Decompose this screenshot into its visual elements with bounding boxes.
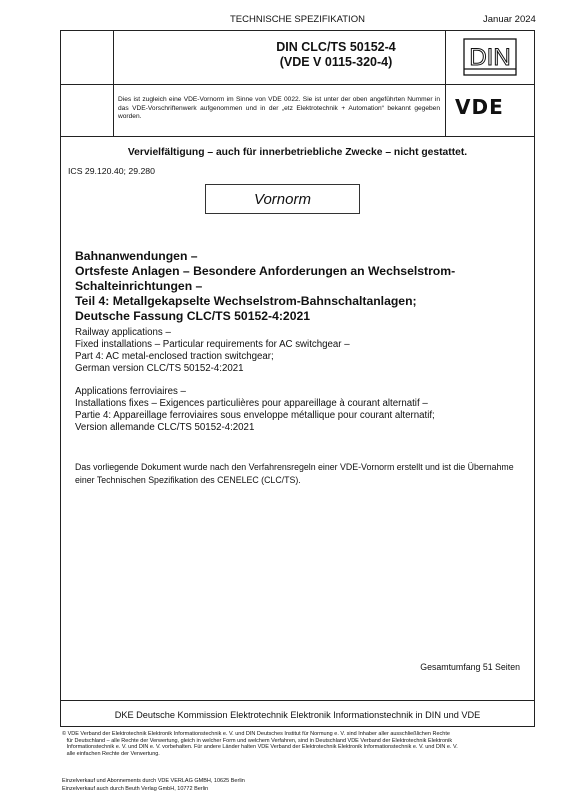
vde-note: Dies ist zugleich eine VDE-Vornorm im Sinne von VDE 0022. Sie ist unter der oben angeführten Nummer in das VDE-Vorschriftenwerk aufgenommen und in der „etz Elektrotechnik + Automation“ bekannt gegeben worden. — [118, 96, 440, 121]
sales-vde: Einzelverkauf und Abonnements durch VDE VERLAG GMBH, 10625 Berlin — [62, 778, 245, 784]
title-line: German version CLC/TS 50152-4:2021 — [75, 363, 244, 374]
title-english — [75, 327, 525, 375]
divider — [113, 30, 114, 136]
din-logo — [463, 38, 517, 76]
procedure-note: Das vorliegende Dokument wurde nach den Verfahrensregeln einer VDE-Vornorm erstellt und ist die Übernahme einer Technischen Spezifikation des CENELEC (CLC/TS). — [75, 462, 514, 485]
title-line: Schalteinrichtungen – — [75, 279, 203, 293]
document-category: TECHNISCHE SPEZIFIKATION — [230, 14, 365, 25]
title-line: Version allemande CLC/TS 50152-4:2021 — [75, 422, 255, 433]
ics-code: ICS 29.120.40; 29.280 — [68, 166, 155, 176]
divider — [60, 84, 535, 85]
din-logo-text: DIN — [469, 44, 511, 71]
copyright-line: Informationstechnik e. V. und DIN e. V. vorbehalten. Für andere Länder halten VDE Verband der Elektrotechnik Elektronik Informationstechnik e. V. und DIN e. V. — [62, 744, 458, 751]
title-line: Part 4: AC metal-enclosed traction switchgear; — [75, 351, 274, 362]
copyright-line: für Deutschland – alle Rechte der Verwertung, gleich in welcher Form und welchem Verfahren, sind in Deutschland VDE Verband der Elektrotechnik Elektronik — [62, 737, 453, 744]
title-line: Bahnanwendungen – — [75, 249, 198, 263]
dke-footer: DKE Deutsche Kommission Elektrotechnik Elektronik Informationstechnik in DIN und VDE — [114, 710, 481, 720]
title-line: Partie 4: Appareillage ferroviaires sous enveloppe métallique pour courant alternatif; — [75, 410, 435, 421]
document-number: DIN CLC/TS 50152-4 — [276, 40, 396, 54]
copyright-line: alle einfachen Rechte der Verwertung. — [62, 750, 160, 757]
title-line: Deutsche Fassung CLC/TS 50152-4:2021 — [75, 309, 311, 323]
publication-date: Januar 2024 — [483, 14, 536, 25]
header-frame — [60, 30, 535, 727]
divider — [445, 30, 446, 136]
divider — [60, 700, 535, 701]
reproduction-notice: Vervielfältigung – auch für innerbetriebliche Zwecke – nicht gestattet. — [127, 147, 468, 158]
status-label: Vornorm — [254, 190, 311, 208]
title-line: Railway applications – — [75, 327, 171, 338]
title-line: Applications ferroviaires – — [75, 386, 186, 397]
vde-logo: VDE — [455, 95, 504, 119]
title-french — [75, 386, 525, 434]
title-line: Teil 4: Metallgekapselte Wechselstrom-Bahnschaltanlagen; — [75, 294, 417, 308]
title-line: Fixed installations – Particular requirements for AC switchgear – — [75, 339, 350, 350]
copyright-notice — [62, 731, 522, 757]
sales-beuth: Einzelverkauf auch durch Beuth Verlag GmbH, 10772 Berlin — [62, 786, 209, 792]
title-german — [75, 249, 525, 324]
total-pages: Gesamtumfang 51 Seiten — [420, 662, 520, 672]
divider — [60, 136, 535, 137]
status-box — [205, 184, 360, 214]
title-line: Ortsfeste Anlagen – Besondere Anforderungen an Wechselstrom- — [75, 264, 456, 278]
title-line: Installations fixes – Exigences particulières pour appareillage à courant alternatif – — [75, 398, 428, 409]
vde-number: (VDE V 0115-320-4) — [279, 55, 393, 69]
copyright-line: © VDE Verband der Elektrotechnik Elektronik Informationstechnik e. V. und DIN Deutsches Institut für Normung e. V. sind Inhaber aller ausschließlichen Rechte — [62, 731, 450, 737]
